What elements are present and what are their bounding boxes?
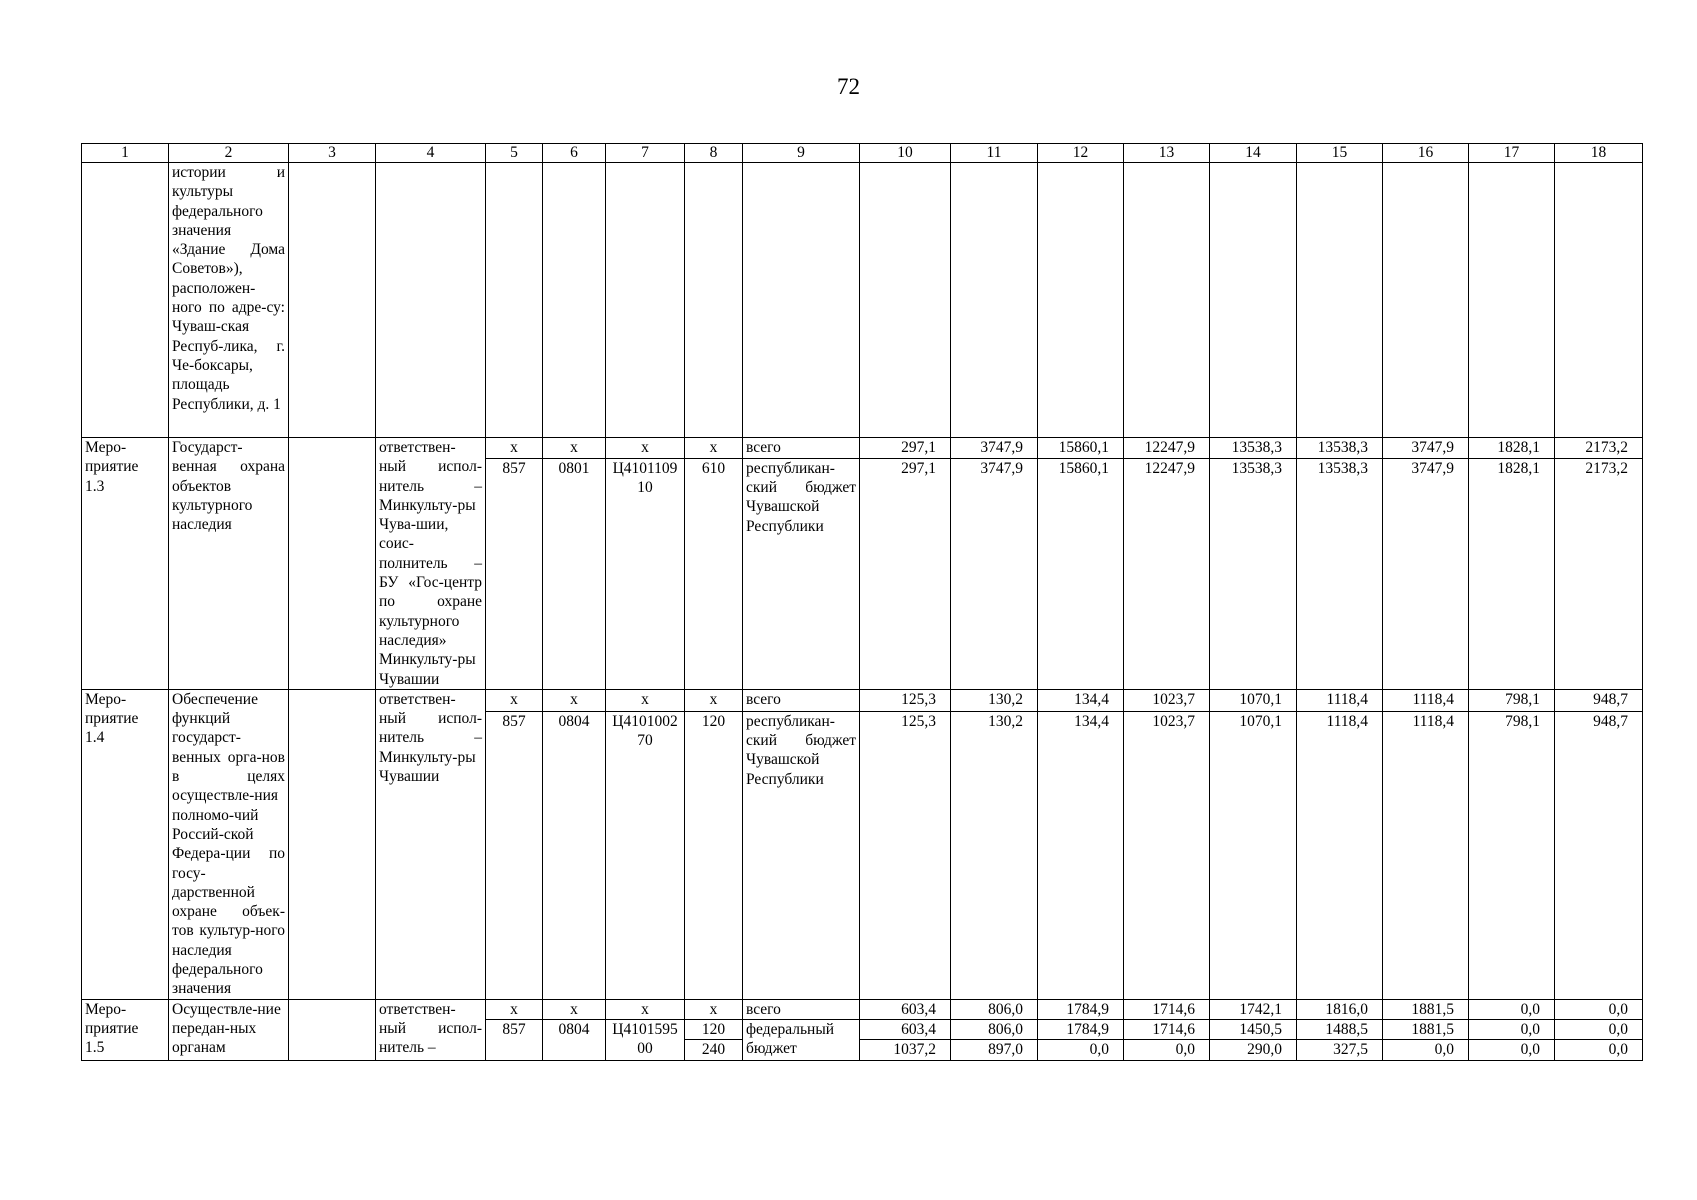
value-cell: 1881,5 [1383, 999, 1469, 1019]
header-cell: 6 [543, 144, 606, 163]
empty-cell [289, 689, 376, 999]
value-cell: 1118,4 [1383, 689, 1469, 711]
expense-type-code: x [685, 689, 743, 711]
value-cell: 3747,9 [1383, 458, 1469, 689]
value-cell: 806,0 [951, 999, 1038, 1019]
header-cell: 2 [169, 144, 289, 163]
value-cell: 1828,1 [1469, 438, 1555, 459]
target-code: Ц4101109 10 [606, 458, 685, 689]
value-cell: 0,0 [1434, 1041, 1454, 1059]
budget-table [81, 143, 1643, 1061]
section-code: x [543, 438, 606, 459]
value-cell: 0,0 [1469, 1020, 1554, 1040]
section-code: x [543, 999, 606, 1019]
value-cell: 1118,4 [1297, 711, 1383, 999]
empty-cell [289, 438, 376, 690]
grbs-code: 857 [486, 1019, 543, 1060]
header-cell: 12 [1038, 144, 1124, 163]
value-cell: 1070,1 [1210, 711, 1297, 999]
continuation-row [82, 163, 1643, 438]
funding-source: всего [743, 999, 860, 1019]
funding-source: федеральный бюджет [743, 1019, 860, 1060]
value-cell: 130,2 [951, 711, 1038, 999]
value-cell: 1118,4 [1383, 711, 1469, 999]
header-cell: 14 [1210, 144, 1297, 163]
grbs-code: 857 [486, 711, 543, 999]
section-code: x [543, 689, 606, 711]
value-cell: 897,0 [988, 1041, 1023, 1059]
executor: ответствен-ный испол-нитель – Минкульту-ры Чувашии [376, 689, 486, 999]
header-row [82, 144, 1643, 163]
value-cell: 1714,6 [1124, 999, 1210, 1019]
grbs-code: x [486, 999, 543, 1019]
value-cell: 0,0 [1555, 999, 1643, 1019]
executor: ответствен-ный испол-нитель – Минкульту-ры Чува-шии, соис-полнитель – БУ «Гос-центр по охране культурного наследия» Минкульту-ры Чувашии [376, 438, 486, 690]
value-cell: 290,0 [1247, 1041, 1282, 1059]
value-cell: 1784,9 [1038, 1020, 1123, 1040]
value-cell: 1450,5 [1210, 1020, 1296, 1040]
value-cell: 1070,1 [1210, 689, 1297, 711]
value-cell: 297,1 [860, 438, 951, 459]
value-cell: 15860,1 [1038, 458, 1124, 689]
measure-name: Обеспечение функций государст-венных орга-нов в целях осуществле-ния полномо-чий Россий-ской Федера-ции по госу-дарственной охране объек-тов культур-ного наследия федерального значения [169, 689, 289, 999]
value-cell: 12247,9 [1124, 458, 1210, 689]
grbs-code: x [486, 438, 543, 459]
measure-name: истории и культуры федерального значения «Здание Дома Советов»), расположен-ного по адре-су: Чуваш-ская Респуб-лика, г. Че-боксары, площадь Республики, д. 1 [169, 163, 289, 438]
grbs-code: x [486, 689, 543, 711]
value-cell: 297,1 [860, 458, 951, 689]
measure-name: Государст-венная охрана объектов культурного наследия [169, 438, 289, 690]
header-cell: 13 [1124, 144, 1210, 163]
header-cell: 18 [1555, 144, 1643, 163]
measure-name: Осуществле-ние передан-ных органам [169, 999, 289, 1060]
value-cell: 130,2 [951, 689, 1038, 711]
value-cell: 1881,5 [1383, 1020, 1468, 1040]
value-cell: 134,4 [1038, 689, 1124, 711]
target-code: x [606, 999, 685, 1019]
value-cell: 1023,7 [1124, 689, 1210, 711]
target-code: Ц4101595 00 [606, 1019, 685, 1060]
value-cell: 603,4 [860, 1020, 950, 1040]
value-cell: 13538,3 [1210, 438, 1297, 459]
funding-source: республикан-ский бюджет Чувашской Республики [743, 711, 860, 999]
value-cell: 13538,3 [1210, 458, 1297, 689]
value-cell: 0,0 [1089, 1041, 1109, 1059]
expense-type-code: 610 [685, 458, 743, 689]
header-cell: 3 [289, 144, 376, 163]
table-row [82, 438, 1643, 459]
header-cell: 9 [743, 144, 860, 163]
header-cell: 17 [1469, 144, 1555, 163]
value-cell: 13538,3 [1297, 438, 1383, 459]
header-cell: 4 [376, 144, 486, 163]
measure-status: Меро- приятие 1.5 [82, 999, 169, 1060]
header-cell: 8 [685, 144, 743, 163]
value-cell: 12247,9 [1124, 438, 1210, 459]
target-code: x [606, 438, 685, 459]
section-code: 0801 [543, 458, 606, 689]
table-row [82, 689, 1643, 711]
page-number: 72 [837, 74, 860, 99]
target-code: x [606, 689, 685, 711]
value-cell: 0,0 [1469, 999, 1555, 1019]
expense-type-code: 240 [701, 1041, 726, 1059]
value-cell: 1023,7 [1124, 711, 1210, 999]
value-cell: 1488,5 [1297, 1020, 1382, 1040]
expense-type-code: 120 [685, 711, 743, 999]
header-cell: 10 [860, 144, 951, 163]
value-cell: 1816,0 [1297, 999, 1383, 1019]
grbs-code: 857 [486, 458, 543, 689]
value-cell: 327,5 [1333, 1041, 1368, 1059]
value-cell: 0,0 [1608, 1041, 1628, 1059]
measure-status: Меро- приятие 1.4 [82, 689, 169, 999]
target-code: Ц4101002 70 [606, 711, 685, 999]
value-cell: 0,0 [1175, 1041, 1195, 1059]
value-cell: 134,4 [1038, 711, 1124, 999]
value-cell: 1118,4 [1297, 689, 1383, 711]
header-cell: 7 [606, 144, 685, 163]
empty-cell [289, 999, 376, 1060]
value-cell: 948,7 [1555, 689, 1643, 711]
section-code: 0804 [543, 711, 606, 999]
header-cell: 11 [951, 144, 1038, 163]
value-cell: 1742,1 [1210, 999, 1297, 1019]
value-cell: 2173,2 [1555, 458, 1643, 689]
table-row [82, 999, 1643, 1019]
value-cell: 1828,1 [1469, 458, 1555, 689]
value-cell: 2173,2 [1555, 438, 1643, 459]
value-cell: 798,1 [1469, 711, 1555, 999]
value-cell: 125,3 [860, 689, 951, 711]
value-cell: 3747,9 [1383, 438, 1469, 459]
measure-status: Меро- приятие 1.3 [82, 438, 169, 690]
header-cell: 5 [486, 144, 543, 163]
value-cell: 3747,9 [951, 438, 1038, 459]
header-cell: 15 [1297, 144, 1383, 163]
value-cell: 798,1 [1469, 689, 1555, 711]
funding-source: всего [743, 689, 860, 711]
value-cell: 15860,1 [1038, 438, 1124, 459]
funding-source: республикан-ский бюджет Чувашской Республики [743, 458, 860, 689]
value-cell: 603,4 [860, 999, 951, 1019]
executor: ответствен-ный испол-нитель – [376, 999, 486, 1060]
value-cell: 1037,2 [893, 1041, 936, 1059]
section-code: 0804 [543, 1019, 606, 1060]
value-cell: 806,0 [951, 1020, 1037, 1040]
value-cell: 13538,3 [1297, 458, 1383, 689]
value-cell: 1784,9 [1038, 999, 1124, 1019]
value-cell: 948,7 [1555, 711, 1643, 999]
header-cell: 1 [82, 144, 169, 163]
expense-type-code: x [685, 999, 743, 1019]
expense-type-code: x [685, 438, 743, 459]
value-cell: 0,0 [1520, 1041, 1540, 1059]
header-cell: 16 [1383, 144, 1469, 163]
expense-type-code: 120 [685, 1020, 742, 1040]
value-cell: 125,3 [860, 711, 951, 999]
value-cell: 3747,9 [951, 458, 1038, 689]
funding-source: всего [743, 438, 860, 459]
value-cell: 0,0 [1555, 1020, 1642, 1040]
value-cell: 1714,6 [1124, 1020, 1209, 1040]
